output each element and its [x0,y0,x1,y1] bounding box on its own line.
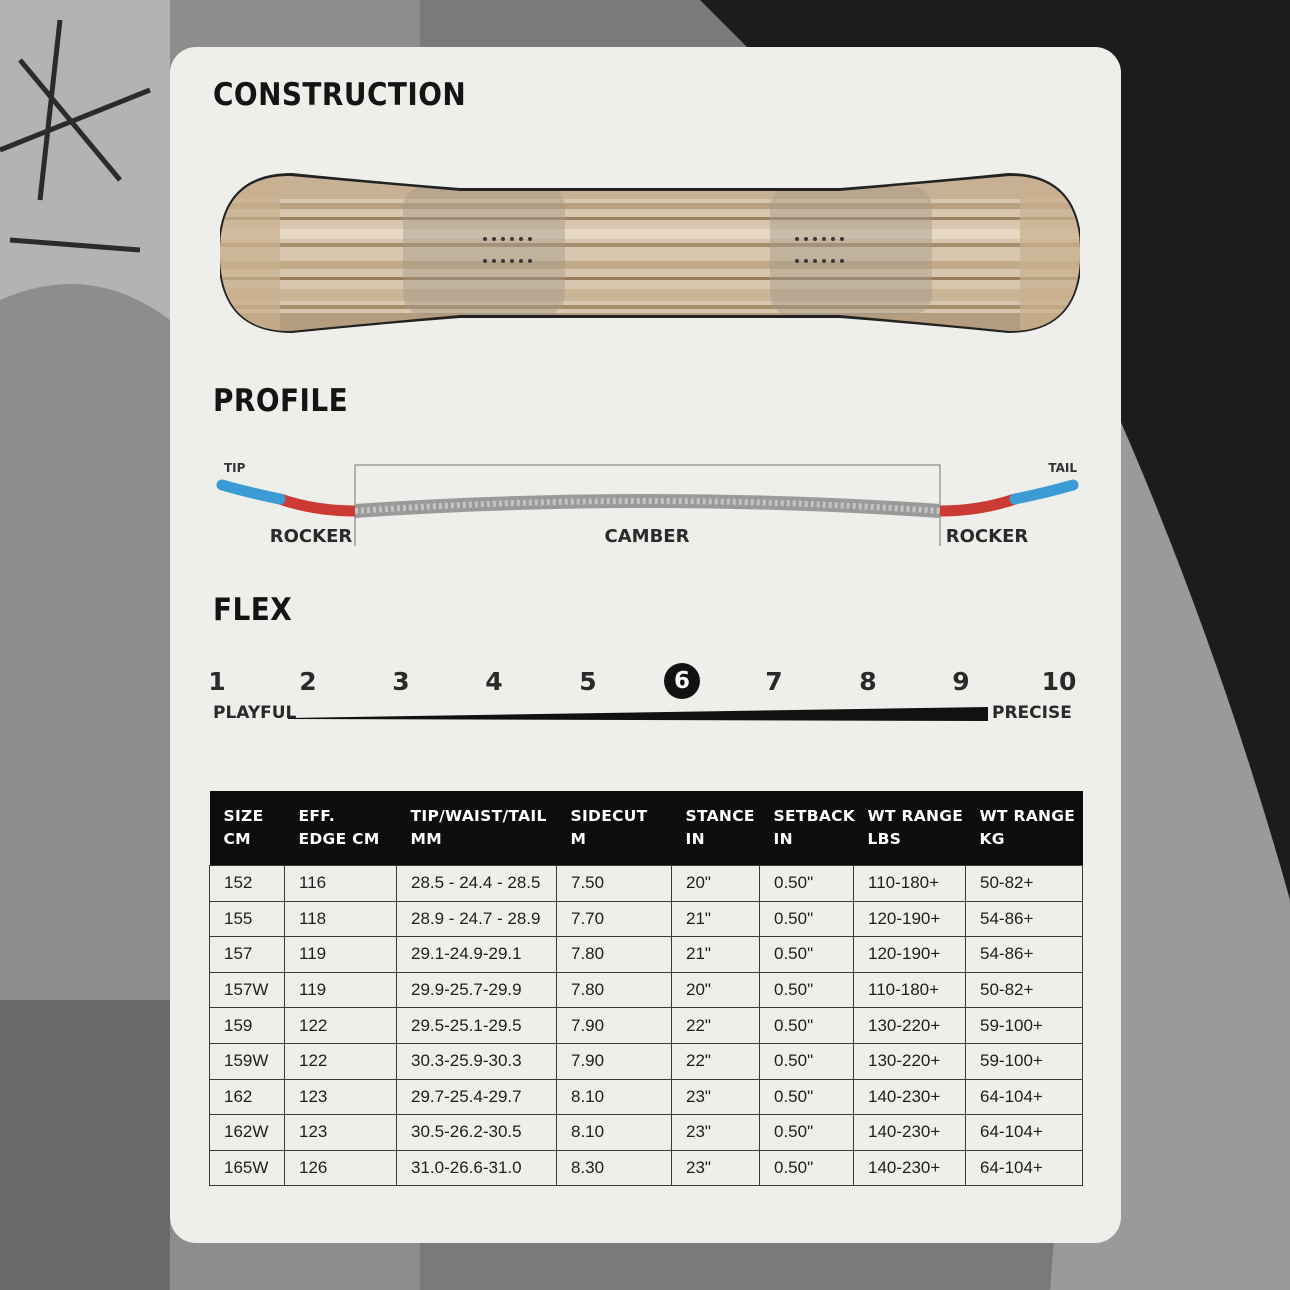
camber-label: CAMBER [604,526,690,547]
rocker-right-label: ROCKER [945,526,1029,547]
table-cell: 28.9 - 24.7 - 28.9 [397,901,557,937]
table-cell: 119 [285,972,397,1008]
table-cell: 140-230+ [854,1150,966,1186]
flex-number: 4 [485,667,503,696]
table-cell: 54-86+ [966,901,1083,937]
flex-number: 9 [952,667,970,696]
table-cell: 7.50 [557,866,672,902]
table-cell: 22" [672,1008,760,1044]
table-cell: 0.50" [760,1008,854,1044]
table-cell: 159W [210,1043,285,1079]
tail-label: TAIL [1048,461,1077,475]
spec-card [170,47,1121,1243]
table-cell: 165W [210,1150,285,1186]
table-cell: 152 [210,866,285,902]
table-cell: 157 [210,937,285,973]
table-row [210,937,1083,973]
table-cell: 23" [672,1115,760,1151]
table-cell: 20" [672,866,760,902]
table-cell: 130-220+ [854,1043,966,1079]
table-cell: 59-100+ [966,1043,1083,1079]
table-cell: 0.50" [760,1115,854,1151]
table-cell: 0.50" [760,1043,854,1079]
table-cell: 140-230+ [854,1079,966,1115]
table-cell: 155 [210,901,285,937]
table-cell: 64-104+ [966,1150,1083,1186]
rocker-left-label: ROCKER [269,526,353,547]
table-cell: 162W [210,1115,285,1151]
table-cell: 59-100+ [966,1008,1083,1044]
table-cell: 123 [285,1079,397,1115]
table-cell: 28.5 - 24.4 - 28.5 [397,866,557,902]
flex-number: 5 [579,667,597,696]
table-cell: 7.70 [557,901,672,937]
column-header: SETBACK IN [760,791,854,866]
flex-number: 7 [765,667,783,696]
table-cell: 50-82+ [966,866,1083,902]
table-cell: 119 [285,937,397,973]
table-cell: 140-230+ [854,1115,966,1151]
table-cell: 29.5-25.1-29.5 [397,1008,557,1044]
table-cell: 110-180+ [854,972,966,1008]
table-cell: 0.50" [760,972,854,1008]
flex-number: 10 [1041,667,1077,696]
table-cell: 126 [285,1150,397,1186]
column-header: STANCE IN [672,791,760,866]
table-cell: 30.3-25.9-30.3 [397,1043,557,1079]
table-cell: 157W [210,972,285,1008]
table-cell: 64-104+ [966,1115,1083,1151]
table-cell: 30.5-26.2-30.5 [397,1115,557,1151]
flex-number: 8 [859,667,877,696]
table-cell: 0.50" [760,901,854,937]
table-cell: 20" [672,972,760,1008]
table-cell: 64-104+ [966,1079,1083,1115]
table-cell: 8.30 [557,1150,672,1186]
table-cell: 21" [672,901,760,937]
flex-number: 1 [208,667,226,696]
profile-title: PROFILE [213,383,349,419]
flex-number-selected: 6 [664,663,700,699]
table-cell: 50-82+ [966,972,1083,1008]
table-cell: 118 [285,901,397,937]
table-cell: 0.50" [760,1150,854,1186]
table-cell: 23" [672,1150,760,1186]
table-row [210,901,1083,937]
table-cell: 22" [672,1043,760,1079]
flex-title: FLEX [213,592,293,628]
table-cell: 120-190+ [854,901,966,937]
table-header-row [210,791,1083,866]
tip-label: TIP [224,461,246,475]
table-cell: 159 [210,1008,285,1044]
column-header: SIDECUT M [557,791,672,866]
flex-number: 2 [299,667,317,696]
table-cell: 29.1-24.9-29.1 [397,937,557,973]
table-cell: 0.50" [760,937,854,973]
table-cell: 54-86+ [966,937,1083,973]
flex-left-label: PLAYFUL [213,703,297,723]
column-header: SIZE CM [210,791,285,866]
table-cell: 0.50" [760,1079,854,1115]
snowboard-construction-graphic [220,173,1080,335]
table-cell: 122 [285,1043,397,1079]
table-row [210,866,1083,902]
table-cell: 29.7-25.4-29.7 [397,1079,557,1115]
table-cell: 7.80 [557,972,672,1008]
table-row [210,1079,1083,1115]
table-cell: 110-180+ [854,866,966,902]
table-cell: 130-220+ [854,1008,966,1044]
table-cell: 120-190+ [854,937,966,973]
size-spec-table [209,791,1083,1186]
flex-right-label: PRECISE [992,703,1072,723]
table-row [210,1043,1083,1079]
table-cell: 29.9-25.7-29.9 [397,972,557,1008]
table-row [210,972,1083,1008]
table-row [210,1115,1083,1151]
table-cell: 123 [285,1115,397,1151]
column-header: TIP/WAIST/TAIL MM [397,791,557,866]
flex-number: 3 [392,667,410,696]
flex-wedge-bar [288,703,988,723]
table-cell: 7.90 [557,1008,672,1044]
column-header: EFF. EDGE CM [285,791,397,866]
table-cell: 7.90 [557,1043,672,1079]
table-cell: 8.10 [557,1079,672,1115]
construction-title: CONSTRUCTION [213,77,467,113]
table-cell: 162 [210,1079,285,1115]
column-header: WT RANGE LBS [854,791,966,866]
table-row [210,1150,1083,1186]
table-cell: 31.0-26.6-31.0 [397,1150,557,1186]
table-cell: 116 [285,866,397,902]
table-cell: 7.80 [557,937,672,973]
table-cell: 21" [672,937,760,973]
table-row [210,1008,1083,1044]
column-header: WT RANGE KG [966,791,1083,866]
table-cell: 8.10 [557,1115,672,1151]
table-cell: 122 [285,1008,397,1044]
table-cell: 0.50" [760,866,854,902]
table-cell: 23" [672,1079,760,1115]
profile-diagram [215,455,1085,560]
